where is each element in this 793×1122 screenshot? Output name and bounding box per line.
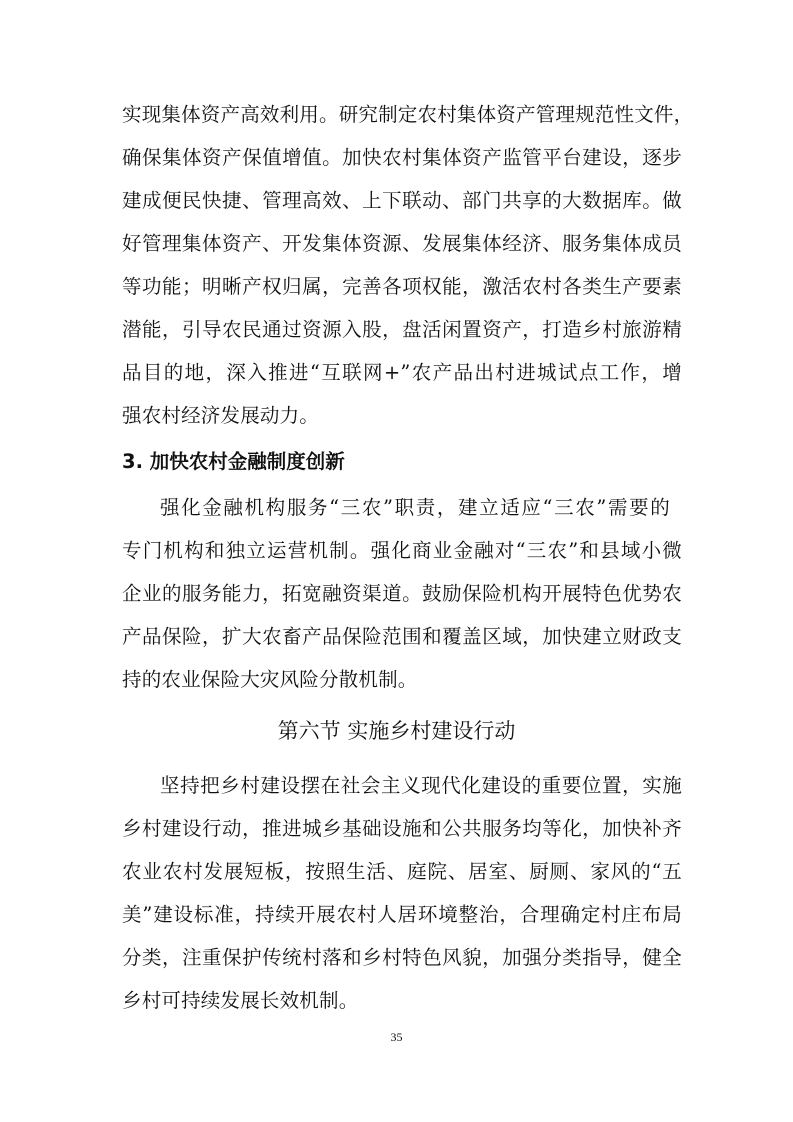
paragraph-line: 品目的地，深入推进“互联网+”农产品出村进城试点工作，增 [122,361,682,384]
paragraph-line: 农业农村发展短板，按照生活、庭院、居室、厨厕、家风的“五 [122,860,682,883]
paragraph-line: 专门机构和独立运营机制。强化商业金融对“三农”和县域小微 [122,539,682,562]
paragraph-line: 确保集体资产保值增值。加快农村集体资产监管平台建设，逐步 [122,146,682,169]
paragraph-line: 潜能，引导农民通过资源入股，盘活闲置资产，打造乡村旅游精 [122,318,682,341]
paragraph-line: 乡村可持续发展长效机制。 [122,989,359,1012]
paragraph-line: 持的农业保险大灾风险分散机制。 [122,668,418,691]
page-number: 35 [390,1030,403,1044]
paragraph-line: 等功能；明晰产权归属，完善各项权能，激活农村各类生产要素 [122,275,682,298]
paragraph-line: 企业的服务能力，拓宽融资渠道。鼓励保险机构开展特色优势农 [122,582,682,605]
paragraph-line: 乡村建设行动，推进城乡基础设施和公共服务均等化，加快补齐 [122,817,682,840]
subsection-heading: 3. 加快农村金融制度创新 [122,450,345,473]
section-title: 第六节 实施乡村建设行动 [277,719,516,743]
paragraph-line: 强农村经济发展动力。 [122,404,320,427]
paragraph-line: 好管理集体资产、开发集体资源、发展集体经济、服务集体成员 [122,232,682,255]
paragraph-line: 强化金融机构服务“三农”职责，建立适应“三农”需要的 [160,496,670,519]
paragraph-line: 美”建设标准，持续开展农村人居环境整治，合理确定村庄布局 [122,903,682,926]
paragraph-line: 坚持把乡村建设摆在社会主义现代化建设的重要位置，实施 [160,774,682,797]
paragraph-line: 实现集体资产高效利用。研究制定农村集体资产管理规范性文件， [122,103,694,126]
paragraph-line: 分类，注重保护传统村落和乡村特色风貌，加强分类指导，健全 [122,946,682,969]
paragraph-line: 建成便民快捷、管理高效、上下联动、部门共享的大数据库。做 [122,189,682,212]
paragraph-line: 产品保险，扩大农畜产品保险范围和覆盖区域，加快建立财政支 [122,625,682,648]
